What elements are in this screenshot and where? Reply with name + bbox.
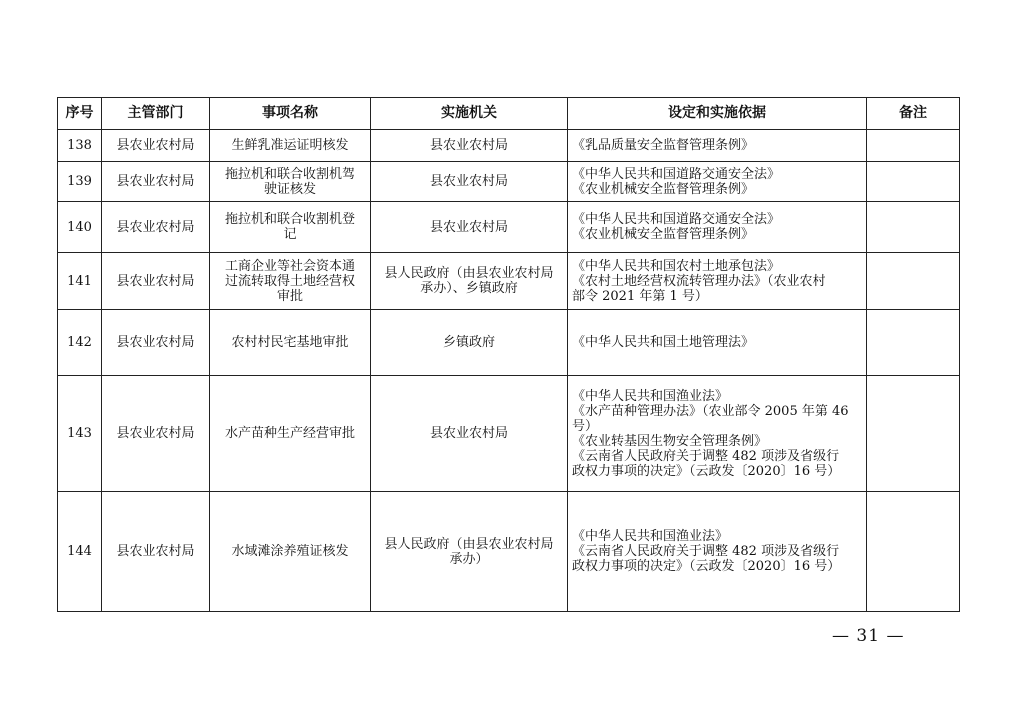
row-legal-basis-line: 《农村土地经营权流转管理办法》（农业农村 [572,273,826,289]
row-legal-basis-line: 号） [572,418,599,434]
table-body [58,130,960,612]
row-remarks [867,492,960,612]
row-legal-basis [568,376,867,492]
row-legal-basis-line: 《中华人民共和国渔业法》 [572,529,729,544]
row-implementing-agency-line: 县农业农村局 [429,219,508,235]
table-row [58,130,960,162]
row-implementing-agency [371,492,568,612]
row-remarks [867,130,960,162]
row-legal-basis-line: 《农业机械安全监督管理条例》 [572,227,755,242]
row-legal-basis-line: 政权力事项的决定》（云政发〔2020〕16 号） [572,463,841,479]
row-department: 县农业农村局 [102,376,210,492]
row-item-name-line: 工商企业等社会资本通 [224,258,355,274]
row-item-name-line: 记 [283,227,297,242]
row-implementing-agency [371,130,568,162]
row-legal-basis-line: 《水产苗种管理办法》（农业部令 2005 年第 46 [572,403,849,419]
row-legal-basis-line: 《农业机械安全监督管理条例》 [572,181,755,197]
row-implementing-agency [371,253,568,310]
row-implementing-agency-line: 县人民政府（由县农业农村局 [384,266,554,281]
row-item-name-line: 拖拉机和联合收割机驾 [224,166,355,182]
row-serial-number: 139 [58,162,102,202]
row-legal-basis-line: 部令 2021 年第 1 号） [572,288,708,304]
row-department: 县农业农村局 [102,202,210,253]
row-legal-basis-line: 《中华人民共和国农村土地承包法》 [572,258,781,274]
row-department: 县农业农村局 [102,492,210,612]
header-legal-basis: 设定和实施依据 [568,98,867,130]
row-item-name-line: 水产苗种生产经营审批 [224,426,355,441]
page-number: — 31 — [832,626,905,646]
row-item-name [210,376,371,492]
row-department: 县农业农村局 [102,310,210,376]
row-item-name [210,253,371,310]
row-legal-basis-line: 《云南省人民政府关于调整 482 项涉及省级行 [572,544,840,559]
row-implementing-agency-line: 承办）、乡镇政府 [420,281,518,296]
row-serial-number: 143 [58,376,102,492]
row-remarks [867,202,960,253]
row-serial-number: 142 [58,310,102,376]
row-implementing-agency [371,310,568,376]
table-row [58,492,960,612]
row-remarks [867,162,960,202]
row-item-name-line: 驶证核发 [263,181,316,197]
row-legal-basis [568,162,867,202]
header-item-name: 事项名称 [210,98,371,130]
row-item-name [210,202,371,253]
row-item-name-line: 拖拉机和联合收割机登 [224,212,355,227]
table-header-row [58,98,960,130]
row-item-name [210,162,371,202]
header-department: 主管部门 [102,98,210,130]
row-implementing-agency-line: 县人民政府（由县农业农村局 [384,536,554,552]
row-implementing-agency [371,162,568,202]
row-item-name-line: 过流转取得土地经营权 [224,273,355,289]
row-implementing-agency [371,376,568,492]
row-legal-basis [568,253,867,310]
table-row [58,310,960,376]
row-implementing-agency-line: 县农业农村局 [429,174,508,189]
row-item-name [210,310,371,376]
row-serial-number: 138 [58,130,102,162]
row-serial-number: 141 [58,253,102,310]
row-implementing-agency-line: 县农业农村局 [429,138,508,153]
row-legal-basis-line: 《中华人民共和国道路交通安全法》 [572,166,781,182]
row-department: 县农业农村局 [102,253,210,310]
row-implementing-agency-line: 承办） [449,551,489,567]
row-remarks [867,376,960,492]
row-item-name-line: 农村村民宅基地审批 [231,335,349,350]
row-remarks [867,253,960,310]
approval-items-table [57,97,960,612]
row-department: 县农业农村局 [102,162,210,202]
header-serial-number: 序号 [58,98,102,130]
row-item-name [210,492,371,612]
row-legal-basis-line: 《中华人民共和国道路交通安全法》 [572,212,781,227]
row-legal-basis-line: 《云南省人民政府关于调整 482 项涉及省级行 [572,448,840,464]
row-implementing-agency-line: 乡镇政府 [442,335,495,350]
row-item-name-line: 生鲜乳准运证明核发 [231,138,349,153]
row-legal-basis [568,202,867,253]
table-row [58,253,960,310]
header-remarks: 备注 [867,98,960,130]
row-item-name [210,130,371,162]
row-department: 县农业农村局 [102,130,210,162]
row-implementing-agency [371,202,568,253]
row-legal-basis-line: 政权力事项的决定》（云政发〔2020〕16 号） [572,559,841,574]
row-remarks [867,310,960,376]
table-row [58,162,960,202]
row-legal-basis-line: 《中华人民共和国土地管理法》 [572,335,755,350]
row-implementing-agency-line: 县农业农村局 [429,426,508,441]
row-legal-basis [568,492,867,612]
row-item-name-line: 审批 [276,288,303,304]
row-item-name-line: 水域滩涂养殖证核发 [231,544,349,559]
row-legal-basis [568,310,867,376]
row-legal-basis-line: 《中华人民共和国渔业法》 [572,388,729,404]
row-serial-number: 140 [58,202,102,253]
table-row [58,376,960,492]
row-serial-number: 144 [58,492,102,612]
row-legal-basis-line: 《农业转基因生物安全管理条例》 [572,433,768,449]
row-legal-basis-line: 《乳品质量安全监督管理条例》 [572,138,755,153]
table-row [58,202,960,253]
header-implementing-agency: 实施机关 [371,98,568,130]
row-legal-basis [568,130,867,162]
